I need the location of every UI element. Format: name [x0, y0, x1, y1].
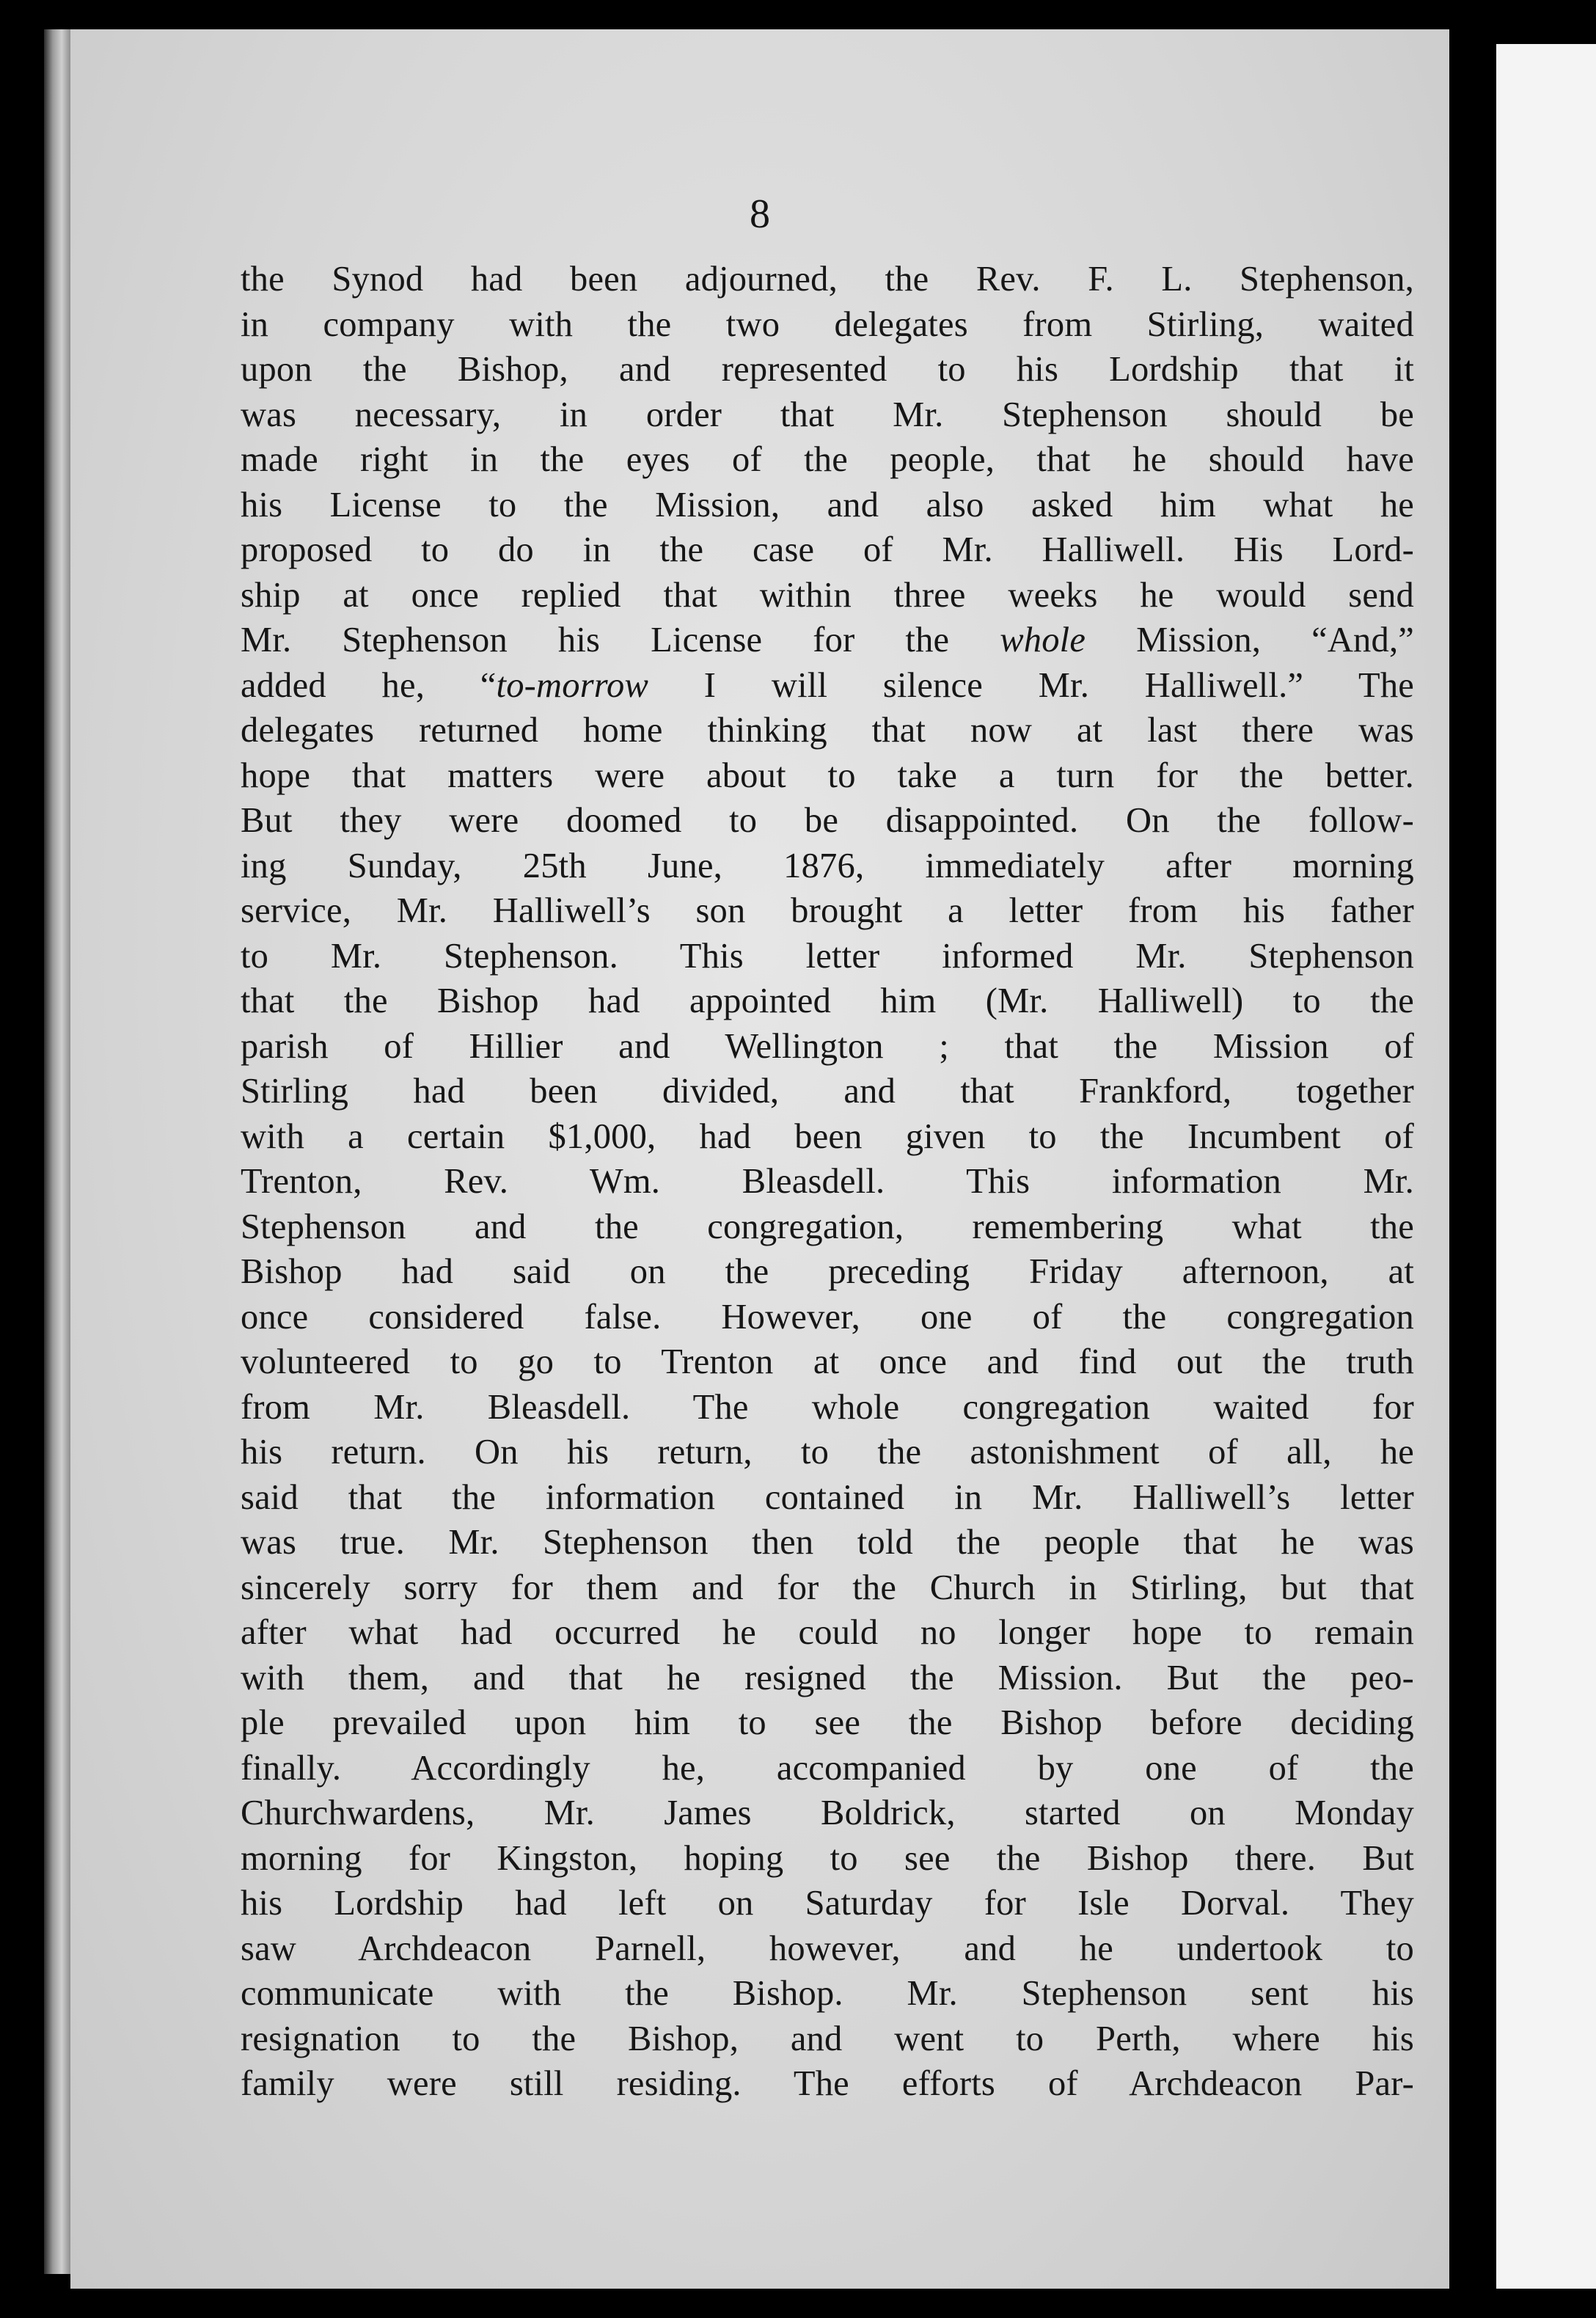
text-line: morning for Kingston, hoping to see the Bishop there. But	[241, 1838, 1414, 1878]
text-line: volunteered to go to Trenton at once and find out the truth	[241, 1342, 1414, 1381]
text-line: from Mr. Bleasdell. The whole congregation waited for	[241, 1387, 1414, 1427]
text-line: ple prevailed upon him to see the Bishop before deciding	[241, 1703, 1414, 1742]
text-line: was true. Mr. Stephenson then told the people that he was	[241, 1523, 1414, 1562]
text-line: said that the information contained in Mr. Halliwell’s letter	[241, 1477, 1414, 1517]
text-line: sincerely sorry for them and for the Church in Stirling, but that	[241, 1568, 1414, 1607]
text-line: with a certain $1,000, had been given to the Incumbent of	[241, 1116, 1414, 1156]
text-line: his return. On his return, to the astonishment of all, he	[241, 1433, 1414, 1471]
text-line: ing Sunday, 25th June, 1876, immediately after morning	[241, 846, 1414, 885]
text-line: But they were doomed to be disappointed. On the follow-	[241, 801, 1414, 840]
text-line: added he, “to-morrow I will silence Mr. Halliwell.” The	[241, 665, 1414, 705]
page-stack-edge	[44, 29, 73, 2274]
text-line: Churchwardens, Mr. James Boldrick, started on Monday	[241, 1794, 1414, 1832]
text-line: communicate with the Bishop. Mr. Stephenson sent his	[241, 1974, 1414, 2013]
text-line: saw Archdeacon Parnell, however, and he undertook to	[241, 1928, 1414, 1968]
text-line: with them, and that he resigned the Mission. But the peo-	[241, 1658, 1414, 1697]
page-number: 8	[750, 191, 770, 237]
text-line: his License to the Mission, and also asked him what he	[241, 485, 1414, 524]
text-line: after what had occurred he could no longer hope to remain	[241, 1613, 1414, 1652]
text-line: Bishop had said on the preceding Friday afternoon, at	[241, 1252, 1414, 1291]
text-line: his Lordship had left on Saturday for Isle Dorval. They	[241, 1884, 1414, 1923]
text-line: Trenton, Rev. Wm. Bleasdell. This information Mr.	[241, 1162, 1414, 1201]
text-line: made right in the eyes of the people, that he should have	[241, 440, 1414, 479]
text-line: Stephenson and the congregation, remembering what the	[241, 1207, 1414, 1246]
text-line: ship at once replied that within three weeks he would send	[241, 575, 1414, 615]
text-line: finally. Accordingly he, accompanied by one of the	[241, 1748, 1414, 1788]
text-line: delegates returned home thinking that now at last there was	[241, 711, 1414, 750]
text-line: once considered false. However, one of the congregation	[241, 1297, 1414, 1337]
text-line: hope that matters were about to take a turn for the better.	[241, 756, 1414, 795]
text-line: to Mr. Stephenson. This letter informed Mr. Stephenson	[241, 936, 1414, 976]
text-line: resignation to the Bishop, and went to Perth, where his	[241, 2019, 1414, 2058]
book-page	[70, 29, 1449, 2289]
text-line: Mr. Stephenson his License for the whole Mission, “And,”	[241, 621, 1414, 659]
text-line: proposed to do in the case of Mr. Halliwell. His Lord-	[241, 530, 1414, 569]
text-line: service, Mr. Halliwell’s son brought a letter from his father	[241, 891, 1414, 930]
text-line: parish of Hillier and Wellington ; that the Mission of	[241, 1026, 1414, 1066]
text-line: that the Bishop had appointed him (Mr. Halliwell) to the	[241, 981, 1414, 1020]
text-line: was necessary, in order that Mr. Stephenson should be	[241, 395, 1414, 434]
facing-page-edge	[1496, 44, 1596, 2289]
text-line: in company with the two delegates from Stirling, waited	[241, 304, 1414, 344]
text-line: upon the Bishop, and represented to his Lordship that it	[241, 350, 1414, 389]
text-line: family were still residing. The efforts of Archdeacon Par-	[241, 2064, 1414, 2103]
text-line: the Synod had been adjourned, the Rev. F. L. Stephenson,	[241, 260, 1414, 299]
body-text	[241, 257, 1414, 2107]
text-line: Stirling had been divided, and that Frankford, together	[241, 1072, 1414, 1111]
